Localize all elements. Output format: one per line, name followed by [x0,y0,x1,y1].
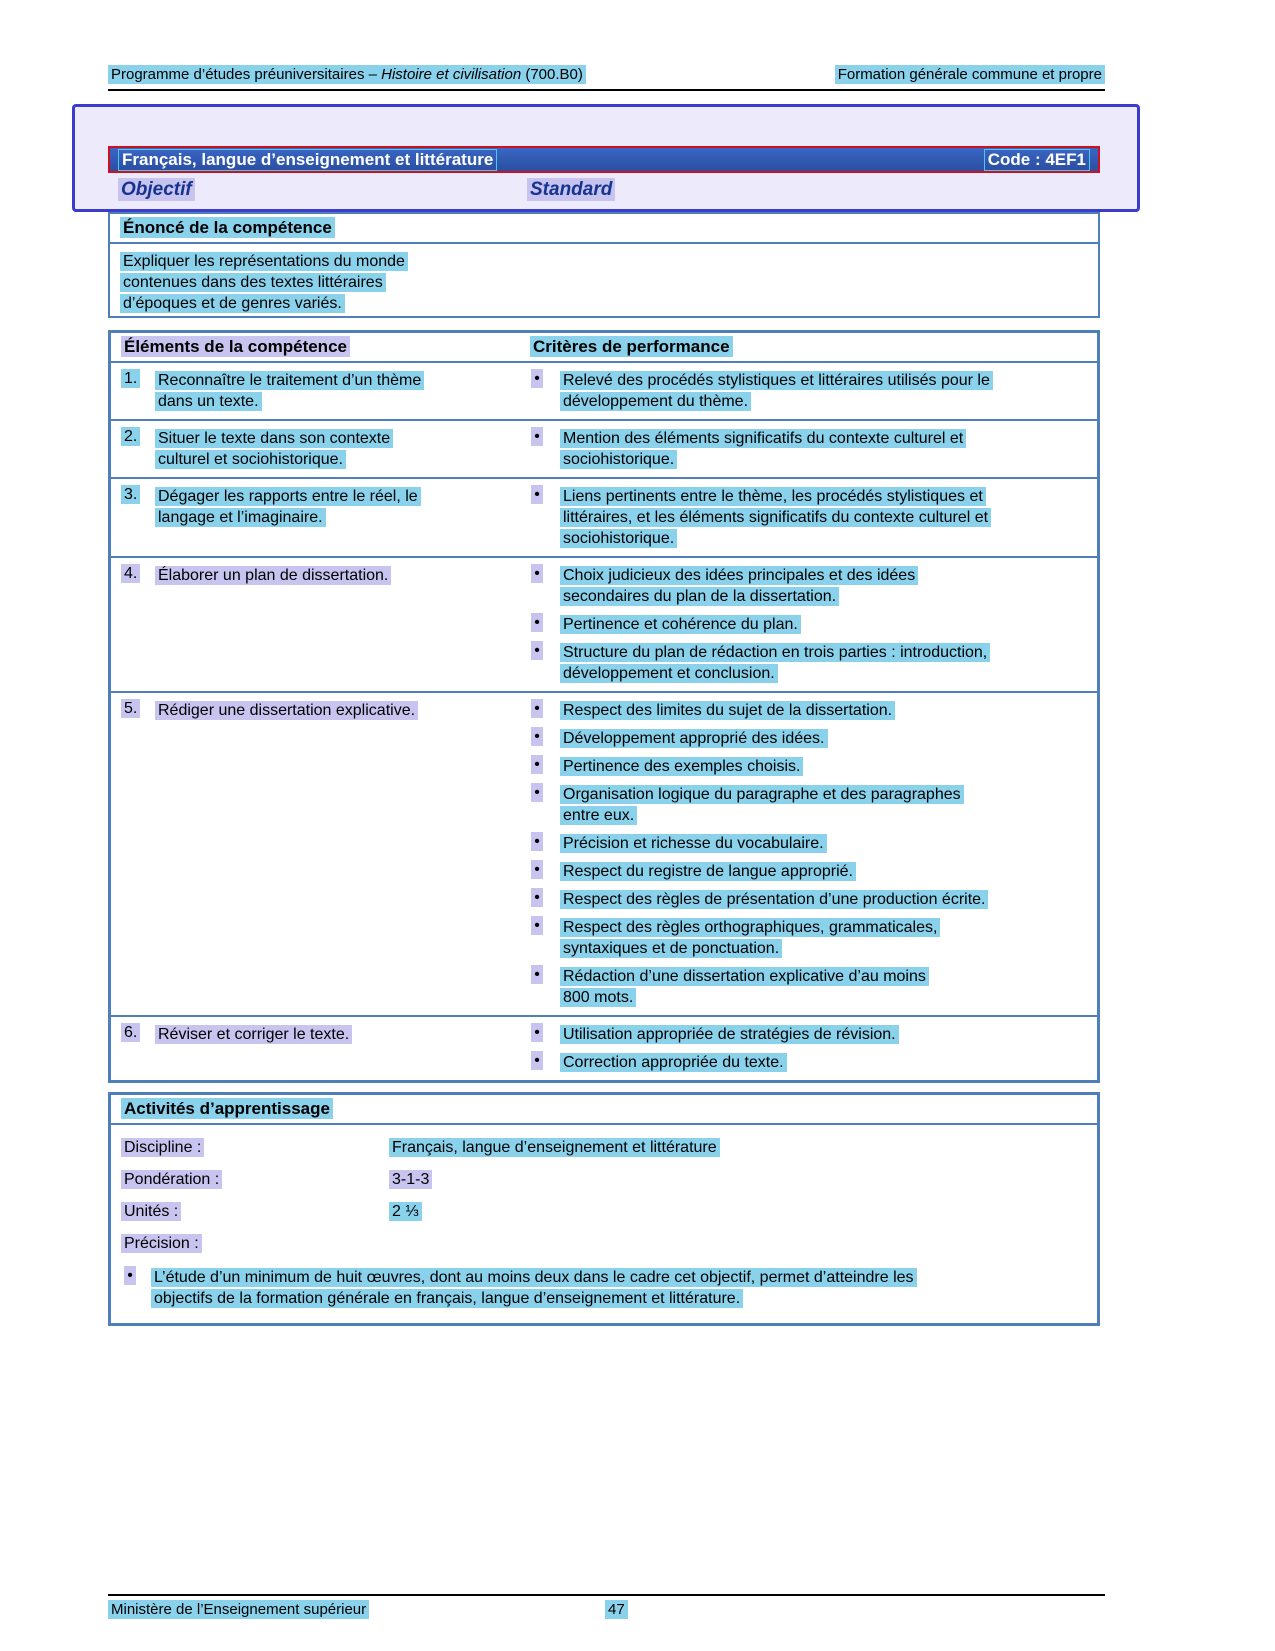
element-text: Élaborer un plan de dissertation. [155,566,391,585]
ponderation-value: 3-1-3 [389,1170,432,1189]
enonce-body [110,244,1098,321]
enonce-table [108,212,1100,318]
bullet-icon: • [531,1051,543,1070]
bullet-icon: • [531,699,543,718]
element-number: 5. [121,699,140,718]
element-text: dans un texte. [155,392,262,411]
header-formation-label: Formation générale commune et propre [835,66,1105,83]
criterion [530,1024,1087,1045]
table-row [111,363,1097,419]
bullet-icon: • [531,832,543,851]
table-row [111,556,1097,691]
table-row [111,1015,1097,1080]
criterion [530,833,1087,854]
course-title-bar [108,146,1100,173]
criterion [530,784,1087,826]
criterion-text: Choix judicieux des idées principales et des idées [560,566,918,585]
header-program-title [108,66,586,83]
criteria-cell [530,363,1097,419]
element-text: Situer le texte dans son contexte [155,429,393,448]
criteria-cell [530,1017,1097,1080]
criterion-text: Mention des éléments significatifs du contexte culturel et [560,429,966,448]
element-cell [111,558,530,691]
criterion-text: Utilisation appropriée de stratégies de révision. [560,1025,899,1044]
criterion-text: syntaxiques et de ponctuation. [560,939,782,958]
criterion-text: Correction appropriée du texte. [560,1053,787,1072]
element-cell [111,363,530,419]
criterion [530,1052,1087,1073]
element-text: Rédiger une dissertation explicative. [155,701,418,720]
page-header [108,66,1105,91]
element-number: 2. [121,427,140,446]
criterion [530,565,1087,607]
table-row [111,691,1097,1015]
criterion-text: Organisation logique du paragraphe et des paragraphes [560,785,964,804]
activites-header: Activités d’apprentissage [111,1095,1097,1125]
criteria-header-cell: Critères de performance [530,337,1097,357]
criterion-text: Respect des règles orthographiques, grammaticales, [560,918,940,937]
element-number: 3. [121,485,140,504]
enonce-header: Énoncé de la compétence [110,214,1098,244]
criterion-text: Développement approprié des idées. [560,729,828,748]
header-program-name: Histoire et civilisation [381,66,522,83]
bullet-icon: • [531,613,543,632]
criteria-cell [530,558,1097,691]
criterion [530,370,1087,412]
footer-ministry: Ministère de l’Enseignement supérieur [108,1600,369,1619]
element-cell [111,421,530,477]
criterion-text: Pertinence des exemples choisis. [560,757,803,776]
enonce-line: contenues dans des textes littéraires [120,273,386,292]
criterion-text: Rédaction d’une dissertation explicative d’au moins [560,967,929,986]
criterion [530,642,1087,684]
element-number: 4. [121,564,140,583]
criterion-text: sociohistorique. [560,450,677,469]
unites-label: Unités : [121,1202,181,1221]
note-text: objectifs de la formation générale en français, langue d’enseignement et littérature. [151,1289,743,1308]
element-cell [111,693,530,1015]
element-text: Reconnaître le traitement d’un thème [155,371,424,390]
bullet-icon: • [531,564,543,583]
header-left-prefix: Programme d’études préuniversitaires – [111,66,382,83]
criterion [530,700,1087,721]
element-cell [111,1017,530,1080]
header-program-code: (700.B0) [521,66,583,83]
enonce-line: d’époques et de genres variés. [120,294,345,313]
criterion-text: Relevé des procédés stylistiques et littéraires utilisés pour le [560,371,993,390]
discipline-value: Français, langue d’enseignement et littérature [389,1138,720,1157]
bullet-icon: • [531,485,543,504]
criterion [530,966,1087,1008]
criterion-text: entre eux. [560,806,637,825]
criterion [530,614,1087,635]
discipline-label: Discipline : [121,1138,204,1157]
criterion-text: sociohistorique. [560,529,677,548]
page-footer [108,1594,1105,1618]
criterion-text: développement et conclusion. [560,664,778,683]
note-text: L’étude d’un minimum de huit œuvres, dont au moins deux dans le cadre cet objectif, permet d’atteindre les [151,1268,917,1287]
criteria-cell [530,479,1097,556]
criterion-text: Respect des limites du sujet de la dissertation. [560,701,895,720]
bullet-icon: • [531,641,543,660]
criterion [530,486,1087,549]
standard-label: Standard [527,178,615,201]
bullet-icon: • [531,888,543,907]
criterion [530,889,1087,910]
criterion [530,917,1087,959]
element-text: culturel et sociohistorique. [155,450,346,469]
bullet-icon: • [531,916,543,935]
criterion-text: Structure du plan de rédaction en trois parties : introduction, [560,643,990,662]
element-cell [111,479,530,556]
elements-table [108,330,1100,1083]
precision-note [111,1267,1097,1309]
bullet-icon: • [531,965,543,984]
bullet-icon: • [124,1266,136,1285]
criterion [530,728,1087,749]
bullet-icon: • [531,369,543,388]
activites-row-precision [111,1235,1097,1253]
bullet-icon: • [531,860,543,879]
objectif-label: Objectif [118,178,195,201]
course-code: Code : 4EF1 [984,149,1090,171]
element-number: 1. [121,369,140,388]
criterion-text: Respect du registre de langue approprié. [560,862,856,881]
bullet-icon: • [531,427,543,446]
criteria-cell [530,693,1097,1015]
criterion-text: développement du thème. [560,392,751,411]
ponderation-label: Pondération : [121,1170,222,1189]
course-title: Français, langue d’enseignement et littérature [118,149,497,171]
activites-row-unites [111,1203,1097,1221]
enonce-line: Expliquer les représentations du monde [120,252,408,271]
unites-value: 2 ⅓ [389,1202,422,1221]
criterion-text: 800 mots. [560,988,636,1007]
criterion [530,756,1087,777]
table-row [111,419,1097,477]
bullet-icon: • [531,755,543,774]
activites-table [108,1092,1100,1326]
precision-label: Précision : [121,1234,202,1253]
element-text: langage et l’imaginaire. [155,508,326,527]
criterion-text: littéraires, et les éléments significatifs du contexte culturel et [560,508,991,527]
elements-table-header [111,333,1097,363]
page-number: 47 [605,1600,628,1619]
criterion [530,861,1087,882]
criterion [530,428,1087,470]
bullet-icon: • [531,1023,543,1042]
element-text: Réviser et corriger le texte. [155,1025,352,1044]
activites-row-discipline [111,1139,1097,1157]
bullet-icon: • [531,783,543,802]
bullet-icon: • [531,727,543,746]
criterion-text: secondaires du plan de la dissertation. [560,587,839,606]
element-number: 6. [121,1023,140,1042]
elements-header-cell: Éléments de la compétence [111,337,530,357]
criterion-text: Liens pertinents entre le thème, les procédés stylistiques et [560,487,986,506]
element-text: Dégager les rapports entre le réel, le [155,487,421,506]
table-row [111,477,1097,556]
column-labels [108,179,1100,201]
criterion-text: Pertinence et cohérence du plan. [560,615,801,634]
criterion-text: Respect des règles de présentation d’une production écrite. [560,890,988,909]
criterion-text: Précision et richesse du vocabulaire. [560,834,827,853]
activites-row-ponderation [111,1171,1097,1189]
criteria-cell [530,421,1097,477]
